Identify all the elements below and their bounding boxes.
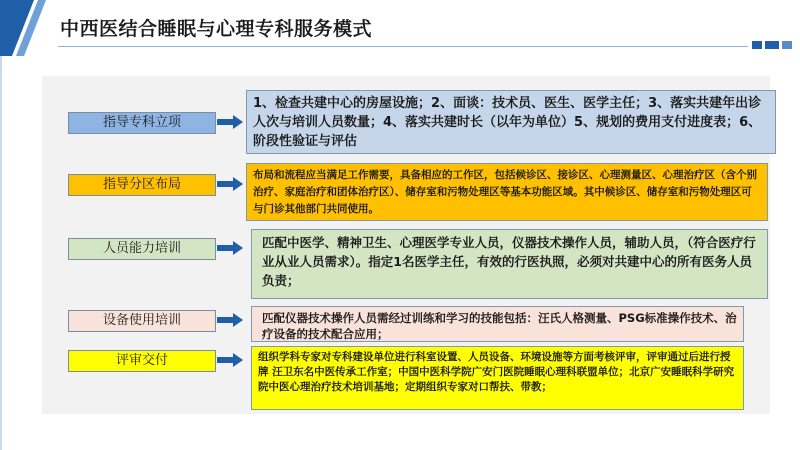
header-decoration <box>752 41 795 60</box>
content-zoning-layout: 布局和流程应当满足工作需要，具备相应的工作区，包括候诊区、接诊区、心理测量区、心理治疗区（含个别治疗、家庭治疗和团体治疗区）、储存室和污物处理区等基本功能区域。其中候诊区、储存室和污物处理区可与门诊其他部门共同使用。 <box>246 163 768 221</box>
arrow-right-icon <box>217 353 243 367</box>
label-equipment-training: 设备使用培训 <box>68 310 216 332</box>
page-title: 中西医结合睡眠与心理专科服务模式 <box>60 18 373 40</box>
arrow-right-icon <box>217 313 243 327</box>
content-equipment-training: 匹配仪器技术操作人员需经过训练和学习的技能包括：汪氏人格测量、PSG标准操作技术、治疗设备的技术配合应用； <box>251 306 744 342</box>
slide-header <box>0 0 800 56</box>
content-staff-training: 匹配中医学、精神卫生、心理医学专业人员，仪器技术操作人员，辅助人员，（符合医疗行业从业人员需求）。指定1名医学主任，有效的行医执照，必须对共建中心的所有医务人员负责； <box>251 229 768 299</box>
left-border <box>0 56 2 450</box>
label-review-delivery: 评审交付 <box>68 350 216 372</box>
header-divider <box>58 46 748 47</box>
label-specialty-project: 指导专科立项 <box>68 112 216 134</box>
label-staff-training: 人员能力培训 <box>68 238 216 260</box>
label-zoning-layout: 指导分区布局 <box>68 174 216 196</box>
header-accent-icon <box>0 0 56 56</box>
arrow-right-icon <box>217 177 243 191</box>
content-specialty-project: 1、检查共建中心的房屋设施；2、面谈：技术员、医生、医学主任；3、落实共建年出诊人次与培训人员数量；4、落实共建时长（以年为单位）5、规划的费用支付进度表；6、阶段性验证与评估 <box>246 90 776 154</box>
arrow-right-icon <box>217 241 243 255</box>
content-review-delivery: 组织学科专家对专科建设单位进行科室设置、人员设备、环境设施等方面考核评审，评审通过后进行授牌 汪卫东名中医传承工作室；中国中医科学院广安门医院睡眠心理科联盟单位；北京广安睡眠科学研究院中医心理治疗技术培训基地；定期组织专家对口帮扶、带教； <box>251 346 744 410</box>
arrow-right-icon <box>217 115 243 129</box>
